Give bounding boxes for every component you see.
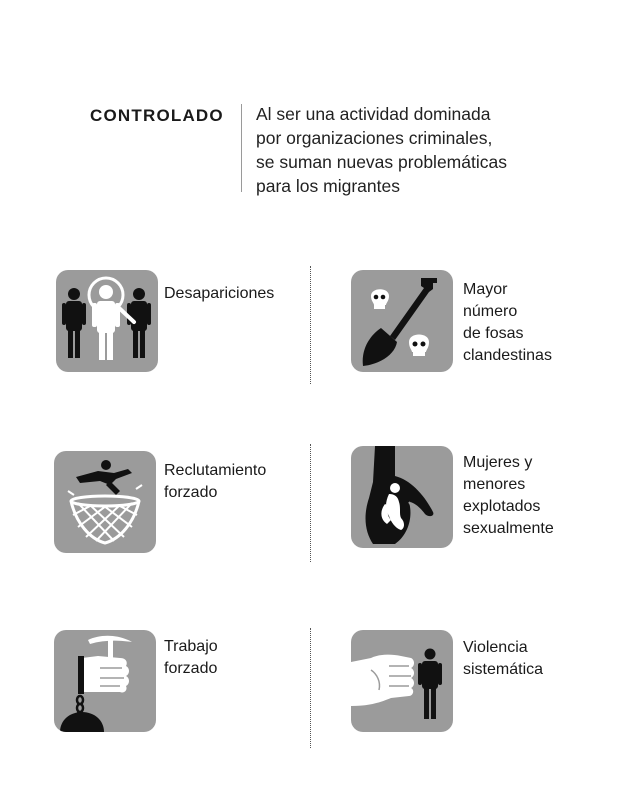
description-line: para los migrantes [256, 176, 400, 196]
item-label [164, 283, 274, 305]
item-label [164, 460, 266, 504]
column-divider [310, 266, 311, 384]
label-line: explotados [463, 498, 541, 515]
item-label [164, 636, 218, 680]
section-title: CONTROLADO [90, 106, 224, 125]
label-line: clandestinas [463, 347, 552, 364]
chained-hand-pickaxe-icon [54, 630, 156, 732]
column-divider [310, 444, 311, 562]
header-divider [241, 104, 242, 192]
item-label [463, 279, 552, 367]
label-line: forzado [164, 484, 218, 501]
column-divider [310, 628, 311, 748]
description-line: se suman nuevas problemáticas [256, 152, 507, 172]
label-line: de fosas [463, 325, 524, 342]
label-line: forzado [164, 660, 218, 677]
label-line: Desapariciones [164, 285, 275, 302]
label-line: Trabajo [164, 638, 218, 655]
label-line: Mayor [463, 281, 508, 298]
hand-holding-woman-icon [351, 446, 453, 548]
missing-person-icon [56, 270, 158, 372]
label-line: Violencia [463, 639, 528, 656]
label-line: Reclutamiento [164, 462, 267, 479]
item-label [463, 637, 543, 681]
label-line: menores [463, 476, 526, 493]
fist-person-icon [351, 630, 453, 732]
description-line: por organizaciones criminales, [256, 128, 493, 148]
section-description [256, 102, 586, 198]
label-line: sexualmente [463, 520, 554, 537]
shovel-skulls-icon [351, 270, 453, 372]
label-line: Mujeres y [463, 454, 533, 471]
item-label [463, 452, 554, 540]
description-line: Al ser una actividad dominada [256, 104, 491, 124]
label-line: sistemática [463, 661, 544, 678]
falling-person-net-icon [54, 451, 156, 553]
label-line: número [463, 303, 518, 320]
